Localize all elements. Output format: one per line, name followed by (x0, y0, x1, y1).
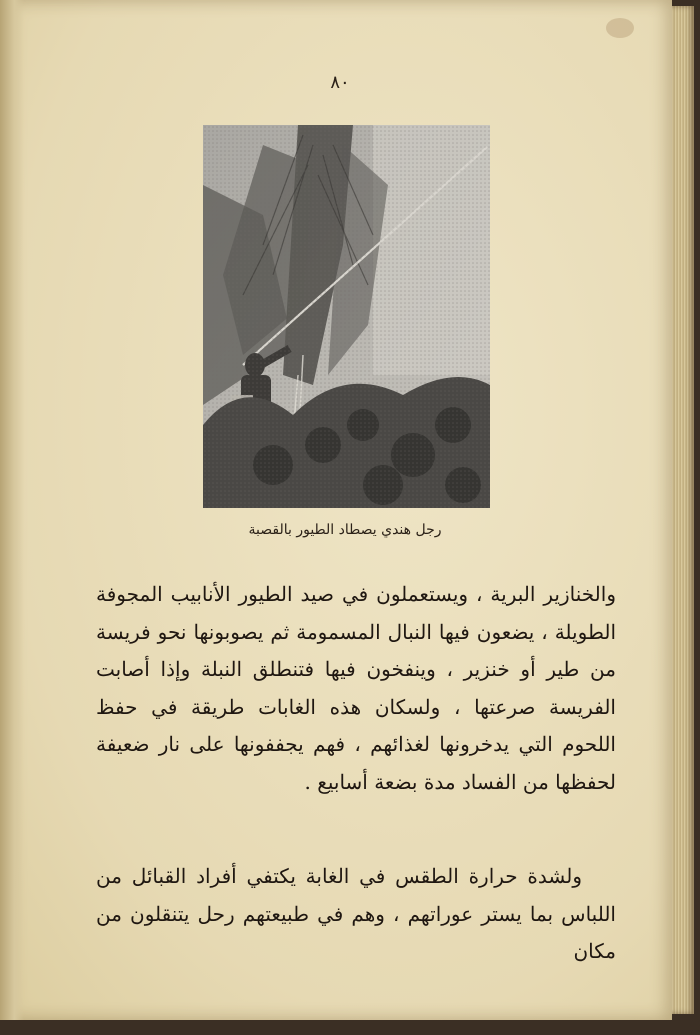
paper-stain (606, 18, 634, 38)
blowpipe-hunter-photo (203, 125, 490, 508)
paragraph-2: ولشدة حرارة الطقس في الغابة يكتفي أفراد القبائل من اللباس بما يستر عوراتهم ، وهم في طبيعتهم رحل يتنقلون من مكان (96, 864, 616, 963)
paragraph-1: والخنازير البرية ، ويستعملون في صيد الطيور الأنابيب المجوفة الطويلة ، يضعون فيها النبال المسمومة ثم يصوبونها نحو فريسة من طير أو خنزير ، وينفخون فيها فتنطلق النبلة وإذا أصابت الفريسة صرعتها ، ولسكان هذه الغابات طريقة في حفظ اللحوم التي يدخرونها لغذائهم ، فهم يجففونها على نار ضعيفة لحفظها من الفساد مدة بضعة أسابيع . (96, 582, 616, 794)
page-stack-edge (672, 6, 694, 1014)
page-gutter (0, 0, 24, 1020)
photo-illustration-icon (203, 125, 490, 508)
photo-caption: رجل هندي يصطاد الطيور بالقصبة (248, 522, 442, 538)
page-number: ٨٠ (330, 72, 350, 93)
